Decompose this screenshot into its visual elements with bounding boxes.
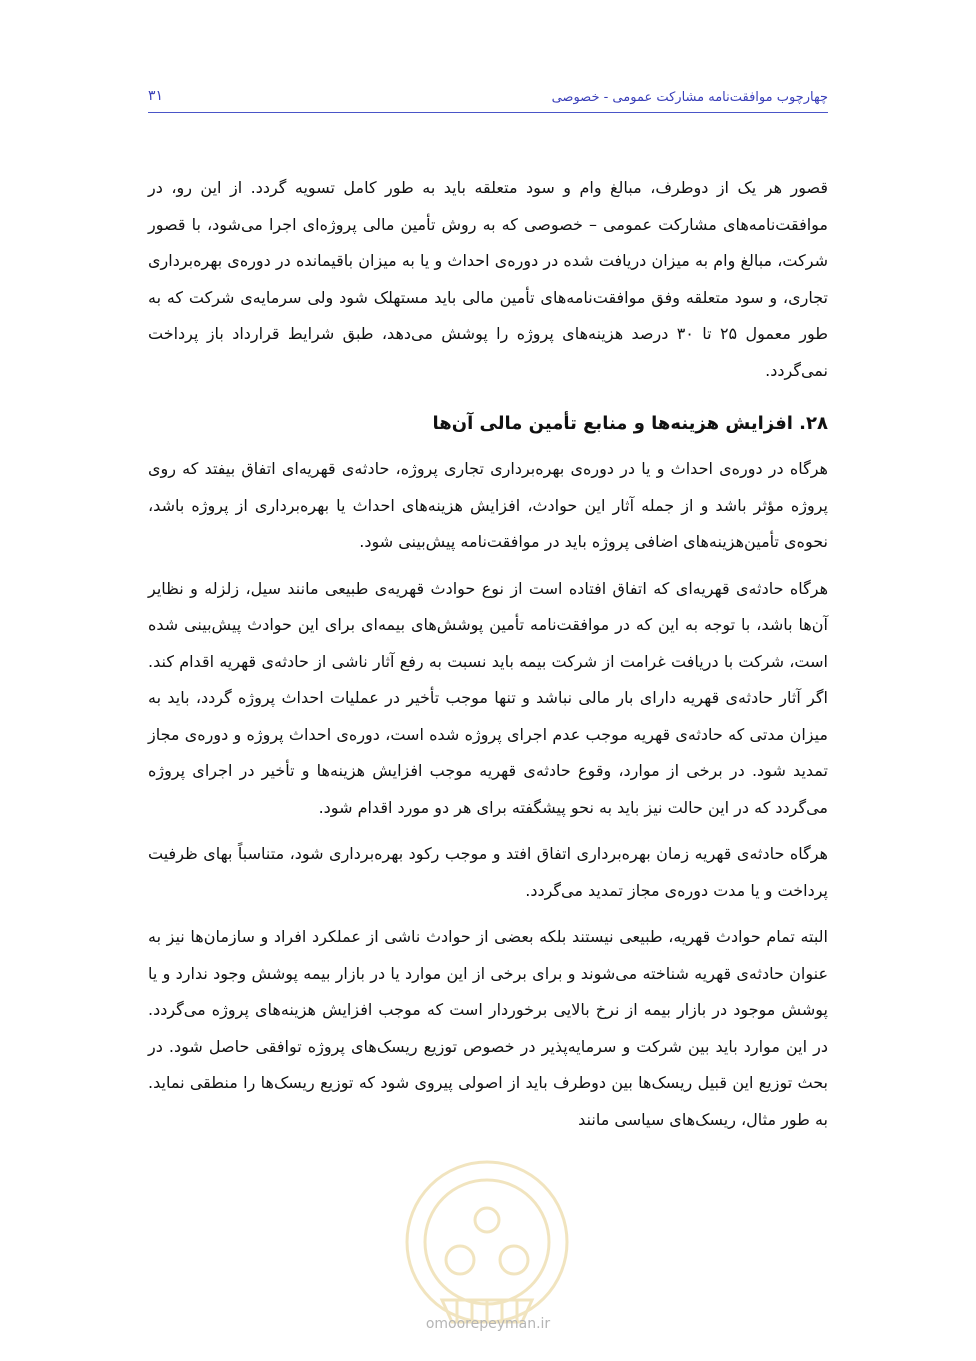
section-heading: ۲۸. افزایش هزینه‌ها و منابع تأمین مالی آن‌ها: [432, 413, 828, 434]
page-number: ۳۱: [148, 88, 164, 104]
paragraph: هرگاه حادثه‌ی قهریه زمان بهره‌برداری اتفاق افتد و موجب رکود بهره‌برداری شود، متناسباً بهای ظرفیت پرداخت و یا مدت دوره‌ی مجاز تمدید می‌گردد.: [148, 844, 828, 900]
paragraph: هرگاه در دوره‌ی احداث و یا در دوره‌ی بهره‌برداری تجاری پروژه، حادثه‌ی قهریه‌ای اتفاق بیفتد که روی پروژه مؤثر باشد و از جمله آثار این حوادث، افزایش هزینه‌های احداث یا بهره‌برداری از پروژه باشد، نحوه‌ی تأمین‌هزینه‌های اضافی پروژه باید در موافقت‌نامه پیش‌بینی شود.: [148, 459, 828, 551]
running-title: چهارچوب موافقت‌نامه مشارکت عمومی - خصوصی: [551, 90, 828, 105]
page-header: [148, 84, 828, 113]
body-content: [148, 170, 828, 1148]
paragraph: هرگاه حادثه‌ی قهریه‌ای که اتفاق افتاده است از نوع حوادث قهریه‌ی طبیعی مانند سیل، زلزله و نظایر آن‌ها باشد، با توجه به این که در موافقت‌نامه تأمین پوشش‌های بیمه‌ای برای این حوادث پیش‌بینی شده است، شرکت با دریافت غرامت از شرکت بیمه باید نسبت به رفع آثار ناشی از حادثه‌ی قهریه اقدام کند. اگر آثار حادثه‌ی قهریه دارای بار مالی نباشد و تنها موجب تأخیر در عملیات احداث پروژه گردد، باید به میزان مدتی که حادثه‌ی قهریه موجب عدم اجرای پروژه شده است، دوره‌ی احداث پروژه و دوره‌ی مجاز تمدید شود. در برخی از موارد، وقوع حادثه‌ی قهریه موجب افزایش هزینه‌ها و تأخیر در اجرای پروژه می‌گردد که در این حالت نیز باید به نحو پیشگفته برای هر دو مورد اقدام شود.: [148, 578, 828, 817]
paragraph: البته تمام حوادث قهریه، طبیعی نیستند بلکه بعضی از حوادث ناشی از عملکرد افراد و سازمان‌ها نیز به عنوان حادثه‌ی قهریه شناخته می‌شوند و برای برخی از این موارد یا در بازار بیمه پوشش وجود ندارد و یا پوشش موجود در بازار بیمه از نرخ بالایی برخوردار است که موجب افزایش هزینه‌های پروژه می‌گردد. در این موارد باید بین شرکت و سرمایه‌پذیر در خصوص توزیع ریسک‌های پروژه توافقی حاصل شود. در بحث توزیع این قبیل ریسک‌ها بین دوطرف باید از اصولی پیروی شود که توزیع ریسک‌ها را منطقی نماید. به طور مثال، ریسک‌های سیاسی مانند: [148, 927, 828, 1129]
watermark-url: omoorepeyman.ir: [425, 1316, 551, 1332]
paragraph: قصور هر یک از دوطرف، مبالغ وام و سود متعلقه باید به طور کامل تسویه گردد. از این رو، در موافقت‌نامه‌های مشارکت عمومی – خصوصی که به روش تأمین مالی پروژه‌ای اجرا می‌شود، با قصور شرکت، مبالغ وام به میزان دریافت شده در دوره‌ی احداث و یا به میزان باقیمانده در دوره‌ی بهره‌برداری تجاری، و سود متعلقه وفق موافقت‌نامه‌های تأمین مالی باید مستهلک شود ولی سرمایه‌ی شرکت که به طور معمول ۲۵ تا ۳۰ درصد هزینه‌های پروژه را پوشش می‌دهد، طبق شرایط قرارداد باز پرداخت نمی‌گردد.: [148, 178, 829, 380]
